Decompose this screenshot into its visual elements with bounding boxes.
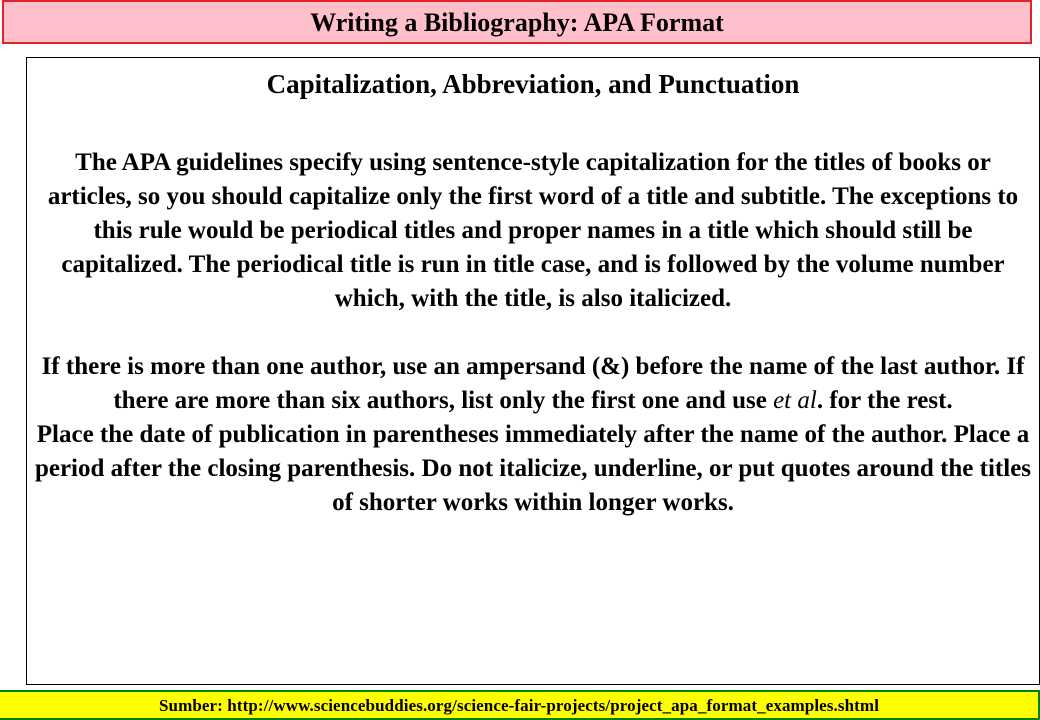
- paragraph-capitalization: The APA guidelines specify using sentence-style capitalization for the titles of books or articles, so you should capitalize only the first word of a title and subtitle. The exceptions to this rule would be periodical titles and proper names in a title which should still be capitalized. The periodical title is run in title case, and is followed by the volume number which, with the title, is also italicized.: [47, 149, 1019, 312]
- source-citation: Sumber: http://www.sciencebuddies.org/science-fair-projects/project_apa_format_examples.shtml: [158, 695, 880, 715]
- paragraph-authors: [31, 350, 1035, 418]
- paragraph-gap: [31, 316, 1035, 350]
- body-text: [31, 146, 1035, 520]
- source-footer: [0, 690, 1040, 720]
- page-title: Writing a Bibliography: APA Format: [310, 7, 724, 37]
- title-bar: [2, 0, 1032, 44]
- et-al-emphasis: et al: [773, 387, 817, 414]
- paragraph-date: Place the date of publication in parentheses immediately after the name of the author. Place a period after the closing parenthesis. Do not italicize, underline, or put quotes around the titles of shorter works within longer works.: [34, 421, 1032, 516]
- paragraph-authors-end: . for the rest.: [816, 387, 953, 414]
- content-box: [26, 57, 1040, 685]
- paragraph-authors-text: If there is more than one author, use an ampersand (&) before the name of the last author. If there are more than six authors, list only the first one and use: [41, 353, 1025, 414]
- section-heading: Capitalization, Abbreviation, and Punctuation: [266, 69, 800, 99]
